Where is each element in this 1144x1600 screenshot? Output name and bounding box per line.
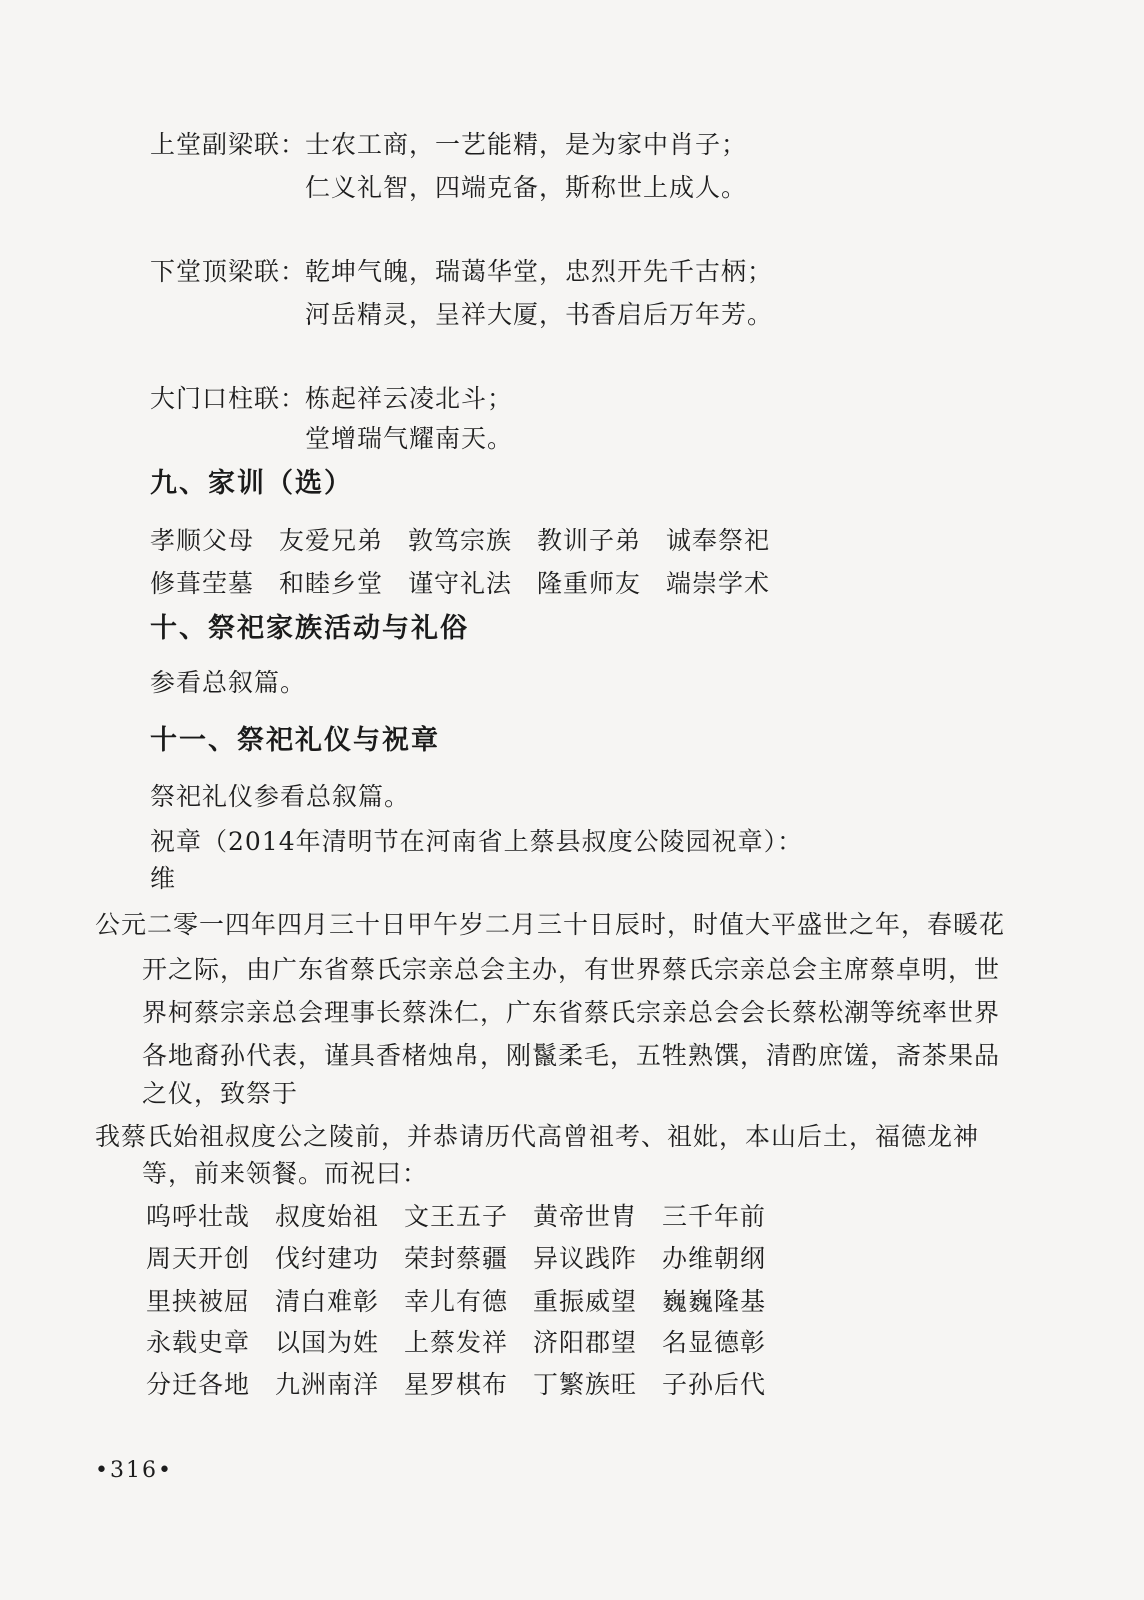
family-rule: 修葺茔墓 <box>150 569 255 598</box>
verse-phrase: 以国为姓 <box>275 1328 380 1357</box>
couplet-1-line-1: 士农工商，一艺能精，是为家中肖子； <box>305 130 748 159</box>
verse-phrase: 名显德彰 <box>662 1328 767 1357</box>
verse-phrase: 清白难彰 <box>275 1287 380 1316</box>
verse-phrase: 呜呼壮哉 <box>146 1202 251 1231</box>
family-rule: 诚奉祭祀 <box>666 526 771 555</box>
verse-phrase: 济阳郡望 <box>533 1328 638 1357</box>
verse-phrase: 分迁各地 <box>146 1370 251 1399</box>
family-rule: 教训子弟 <box>537 526 642 555</box>
family-rule: 敦笃宗族 <box>408 526 513 555</box>
prayer-line: 界柯蔡宗亲总会理事长蔡洙仁，广东省蔡氏宗亲总会会长蔡松潮等统率世界 <box>142 998 1001 1027</box>
prayer-line: 之仪，致祭于 <box>142 1079 299 1108</box>
couplet-3-label: 大门口柱联： <box>150 384 307 413</box>
couplet-2-label: 下堂顶梁联： <box>150 257 307 286</box>
prayer-line: 等，前来领餐。而祝曰： <box>142 1159 429 1188</box>
verse-phrase: 巍巍隆基 <box>662 1287 767 1316</box>
couplet-2-line-2: 河岳精灵，呈祥大厦，书香启后万年芳。 <box>305 300 774 329</box>
section-11-paragraph-2: 祝章（2014年清明节在河南省上蔡县叔度公陵园祝章）： <box>150 827 804 856</box>
verse-phrase: 星罗棋布 <box>404 1370 509 1399</box>
verse-phrase: 重振威望 <box>533 1287 638 1316</box>
couplet-2-line-1: 乾坤气魄，瑞蔼华堂，忠烈开先千古柄； <box>305 257 774 286</box>
verse-phrase: 黄帝世胄 <box>533 1202 638 1231</box>
couplet-1-line-2: 仁义礼智，四端克备，斯称世上成人。 <box>305 173 748 202</box>
prayer-line: 各地裔孙代表，谨具香楮烛帛，刚鬣柔毛，五牲熟馔，清酌庶馐，斋茶果品 <box>142 1041 1001 1070</box>
section-11-paragraph-1: 祭祀礼仪参看总叙篇。 <box>150 782 411 811</box>
verse-phrase: 办维朝纲 <box>662 1244 767 1273</box>
verse-phrase: 丁繁族旺 <box>533 1370 638 1399</box>
verse-phrase: 里挟被屈 <box>146 1287 251 1316</box>
couplet-3-line-1: 栋起祥云凌北斗； <box>305 384 514 413</box>
section-10-title: 十、祭祀家族活动与礼俗 <box>150 613 469 644</box>
family-rule: 隆重师友 <box>537 569 642 598</box>
family-rule: 谨守礼法 <box>408 569 513 598</box>
verse-phrase: 子孙后代 <box>662 1370 767 1399</box>
couplet-3-line-2: 堂增瑞气耀南天。 <box>305 424 514 453</box>
verse-phrase: 伐纣建功 <box>275 1244 380 1273</box>
verse-phrase: 荣封蔡疆 <box>404 1244 509 1273</box>
page-number: •316• <box>95 1458 173 1483</box>
couplet-1-label: 上堂副梁联： <box>150 130 307 159</box>
verse-phrase: 三千年前 <box>662 1202 767 1231</box>
prayer-line: 我蔡氏始祖叔度公之陵前，并恭请历代高曾祖考、祖妣，本山后土，福德龙神 <box>95 1122 980 1151</box>
verse-phrase: 九洲南洋 <box>275 1370 380 1399</box>
verse-phrase: 幸儿有德 <box>404 1287 509 1316</box>
verse-phrase: 上蔡发祥 <box>404 1328 509 1357</box>
verse-phrase: 叔度始祖 <box>275 1202 380 1231</box>
verse-phrase: 永载史章 <box>146 1328 251 1357</box>
verse-phrase: 文王五子 <box>404 1202 509 1231</box>
family-rule: 孝顺父母 <box>150 526 255 555</box>
family-rule: 和睦乡堂 <box>279 569 384 598</box>
section-11-paragraph-3: 维 <box>150 864 177 893</box>
verse-phrase: 异议践阼 <box>533 1244 638 1273</box>
prayer-line: 公元二零一四年四月三十日甲午岁二月三十日辰时，时值大平盛世之年，春暖花 <box>95 910 1006 939</box>
section-11-title: 十一、祭祀礼仪与祝章 <box>150 725 440 756</box>
verse-phrase: 周天开创 <box>146 1244 251 1273</box>
section-9-title: 九、家训（选） <box>150 468 353 499</box>
prayer-line: 开之际，由广东省蔡氏宗亲总会主办，有世界蔡氏宗亲总会主席蔡卓明，世 <box>142 955 1001 984</box>
section-10-text: 参看总叙篇。 <box>150 668 307 697</box>
family-rule: 友爱兄弟 <box>279 526 384 555</box>
family-rule: 端崇学术 <box>666 569 771 598</box>
